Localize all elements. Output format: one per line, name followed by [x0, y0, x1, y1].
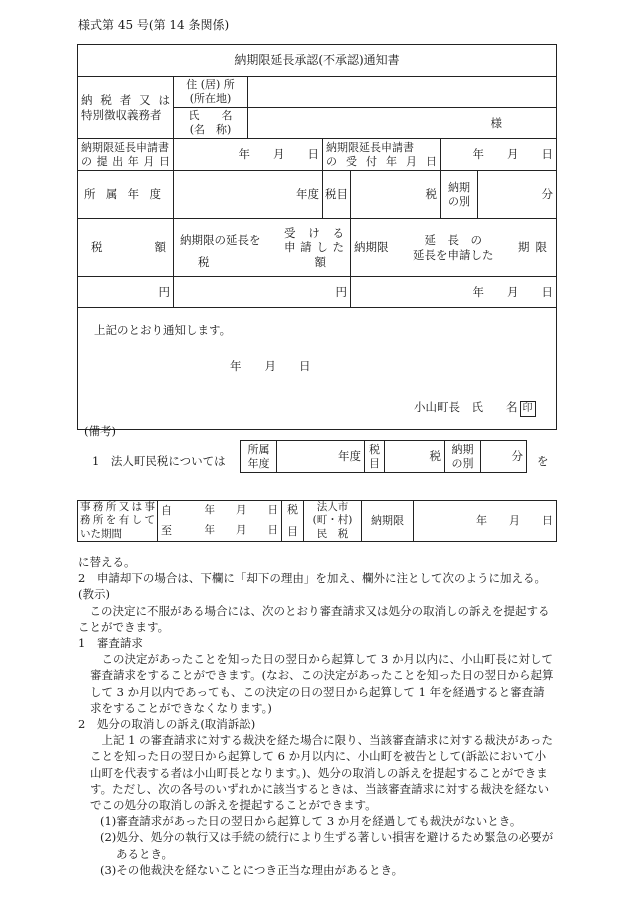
period-label: 納期 の別: [441, 171, 478, 219]
extended-deadline-header: 納期限 延 長 の 延長を申請した 期限: [351, 219, 557, 277]
instruction-text: [78, 554, 556, 878]
note1-year-label: 所属 年度: [241, 441, 277, 473]
instruction-heading: (教示): [78, 587, 110, 602]
office-period-table: [77, 500, 557, 542]
lawsuit-heading: 2 処分の取消しの訴え(取消訴訟): [78, 717, 256, 732]
address-field[interactable]: [248, 77, 557, 108]
office-deadline-label: 納期限: [362, 501, 414, 542]
notice-box: [78, 308, 557, 430]
fiscal-year-field[interactable]: 年度: [174, 171, 323, 219]
note1-period-field[interactable]: 分: [481, 441, 527, 473]
form-title: 納期限延長承認(不承認)通知書: [78, 45, 557, 77]
office-period-label: 事務所又は事 務所を有して いた期間: [78, 501, 158, 542]
name-label: 氏 名 (名 称): [174, 108, 248, 139]
review-heading: 1 審査請求: [78, 636, 143, 651]
sub-item-2: (2)処分、処分の執行又は手続の続行により生ずる著しい損害を避けるため緊急の必要があるとき。: [100, 830, 554, 861]
note1-label: 1 法人町民税については: [92, 454, 226, 468]
note1-tax-item-label: 税 目: [365, 441, 385, 473]
notice-text: 上記のとおり通知します。: [94, 323, 232, 337]
tax-item-field[interactable]: 税: [351, 171, 441, 219]
notes-heading: (備考): [84, 424, 116, 438]
receipt-date-field[interactable]: 年 月 日: [441, 139, 557, 171]
fiscal-year-label: 所属年度: [78, 171, 174, 219]
form-number: 様式第 45 号(第 14 条関係): [78, 18, 230, 32]
sub-item-3: (3)その他裁決を経ないことにつき正当な理由があるとき。: [100, 862, 404, 877]
office-corp-tax-label: 法人市 (町・村) 民 税: [304, 501, 362, 542]
extended-deadline-field[interactable]: 年 月 日: [351, 277, 557, 308]
note-item2: 2 申請却下の場合は、下欄に「却下の理由」を加え、欄外に注として次のように加える。: [78, 571, 547, 586]
note1-period-label: 納期 の別: [445, 441, 481, 473]
honorific: 様: [490, 115, 502, 130]
notice-date: 年 月 日: [230, 359, 311, 373]
address-label: 住 (居) 所 (所在地): [174, 77, 248, 108]
application-date-field[interactable]: 年 月 日: [174, 139, 323, 171]
tax-item-label: 税目: [323, 171, 351, 219]
office-deadline-field[interactable]: 年 月 日: [414, 501, 557, 542]
note1-wo: を: [537, 454, 549, 468]
mayor-signature: 小山町長 氏 名 印: [414, 400, 536, 417]
extension-amount-header: 納期限の延長を 受ける 申請した 税 額: [174, 219, 351, 277]
application-date-label: 納期限延長申請書 の提出年月日: [78, 139, 174, 171]
review-text: この決定があったことを知った日の翌日から起算して 3 か月以内に、小山町長に対して審査請求をすることができます。(なお、この決定があったことを知った日の翌日から起算して 3 か月以内であっても、この決定の日の翌日から起算して 1 年を経過すると審査請求をすることができなくなります。): [90, 652, 554, 715]
note1-table: [240, 440, 527, 473]
note1-tax-field[interactable]: 税: [385, 441, 445, 473]
taxpayer-label: 納税者又は 特別徴収義務者: [78, 77, 174, 139]
instruction-intro: この決定に不服がある場合には、次のとおり審査請求又は処分の取消しの訴えを提起することができます。: [78, 603, 550, 634]
office-to-field[interactable]: 至 年 月 日: [158, 521, 282, 542]
name-field[interactable]: [248, 108, 557, 139]
period-field[interactable]: 分: [478, 171, 557, 219]
seal-mark: 印: [520, 401, 536, 417]
main-form-table: [77, 44, 557, 430]
extension-amount-field[interactable]: 円: [174, 277, 351, 308]
receipt-date-label: 納期限延長申請書 の受付年月日: [323, 139, 441, 171]
lawsuit-text: 上記 1 の審査請求に対する裁決を経た場合に限り、当該審査請求に対する裁決があったことを知った日の翌日から起算して 6 か月以内に、小山町を被告として(訴訟において小山町を代表する者は小山町長となります。)、処分の取消しの訴えを提起することができます。ただし、次の各号のいずれかに該当するときは、当該審査請求に対する裁決を経ないでこの処分の取消しの訴えを提起することができます。: [90, 733, 554, 813]
tax-amount-header: 税 額: [78, 219, 174, 277]
office-from-field[interactable]: 自 年 月 日: [158, 501, 282, 522]
replace-text: に替える。: [78, 555, 136, 569]
sub-item-1: (1)審査請求があった日の翌日から起算して 3 か月を経過しても裁決がないとき。: [100, 814, 522, 829]
note1-year-field[interactable]: 年度: [277, 441, 365, 473]
tax-amount-field[interactable]: 円: [78, 277, 174, 308]
office-tax-item-label: 税 目: [282, 501, 304, 542]
